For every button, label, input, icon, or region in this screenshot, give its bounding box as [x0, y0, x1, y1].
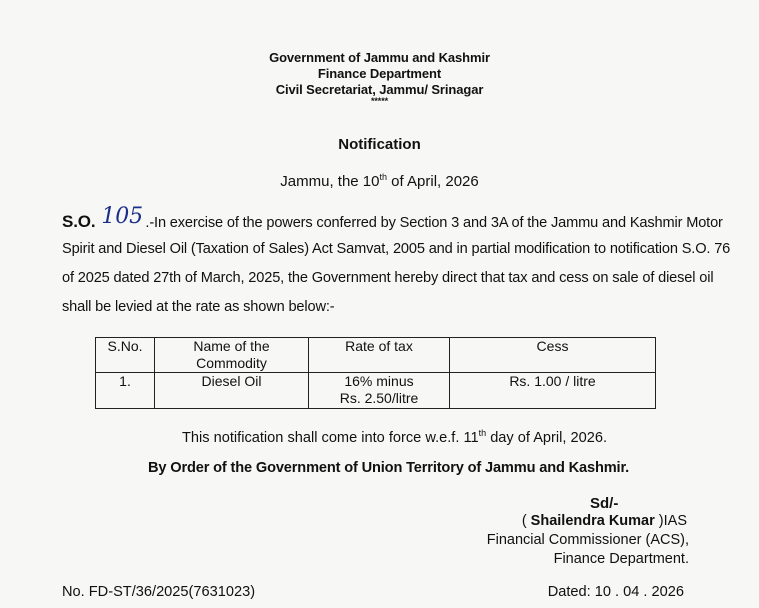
body-line-1	[62, 204, 723, 233]
name-close: )	[654, 513, 664, 529]
header-department: Finance Department	[317, 66, 442, 81]
date-suffix: of April, 2026	[387, 173, 479, 190]
date-prefix: Jammu, the 10	[280, 173, 380, 190]
cell-cess: Rs. 1.00 / litre	[450, 373, 656, 409]
header-secretariat: Civil Secretariat, Jammu/ Srinagar	[275, 82, 484, 97]
signatory-service: IAS	[663, 513, 687, 529]
table-row	[96, 373, 656, 409]
force-sup: th	[478, 428, 487, 438]
header-commodity: Name of the Commodity	[155, 338, 309, 373]
force-suffix: day of April, 2026.	[486, 429, 608, 446]
header-sno: S.No.	[96, 338, 155, 373]
dated: Dated: 10 . 04 . 2026	[547, 584, 684, 600]
header-government: Government of Jammu and Kashmir	[269, 50, 490, 65]
rate-line-2: Rs. 2.50/litre	[339, 390, 419, 406]
header-stars: *****	[370, 96, 388, 106]
date-sup: th	[379, 172, 387, 182]
header-rate: Rate of tax	[309, 338, 450, 373]
so-label: S.O.	[62, 212, 96, 231]
signature-name-line	[522, 513, 687, 529]
cell-sno: 1.	[96, 373, 155, 409]
so-number-handwritten: 105	[101, 204, 143, 229]
cell-commodity: Diesel Oil	[155, 373, 309, 409]
rate-line-1: 16% minus	[344, 373, 414, 389]
body-line-2: Spirit and Diesel Oil (Taxation of Sales) Act Samvat, 2005 and in partial modification to notification S.O. 76	[62, 241, 731, 257]
body-text-1: .-In exercise of the powers conferred by Section 3 and 3A of the Jammu and Kashmir Motor	[145, 215, 723, 231]
force-prefix: This notification shall come into force w.e.f. 11	[182, 429, 479, 446]
signature-sd: Sd/-	[590, 495, 619, 512]
cell-rate	[309, 373, 450, 409]
commodity-table	[95, 337, 656, 409]
reference-number: No. FD-ST/36/2025(7631023)	[62, 584, 256, 600]
table-header-row	[96, 338, 656, 373]
signatory-designation-2: Finance Department.	[553, 551, 689, 567]
signatory-name: Shailendra Kumar	[530, 513, 655, 529]
signatory-designation-1: Financial Commissioner (ACS),	[486, 532, 689, 548]
notification-title: Notification	[338, 136, 421, 153]
notification-date	[0, 172, 759, 190]
body-line-3: of 2025 dated 27th of March, 2025, the Government hereby direct that tax and cess on sale of diesel oil	[62, 270, 714, 286]
force-line	[182, 428, 607, 446]
name-open: (	[521, 513, 531, 529]
header-cess: Cess	[450, 338, 656, 373]
order-line: By Order of the Government of Union Territory of Jammu and Kashmir.	[148, 460, 630, 476]
body-line-4: shall be levied at the rate as shown below:-	[62, 299, 335, 315]
